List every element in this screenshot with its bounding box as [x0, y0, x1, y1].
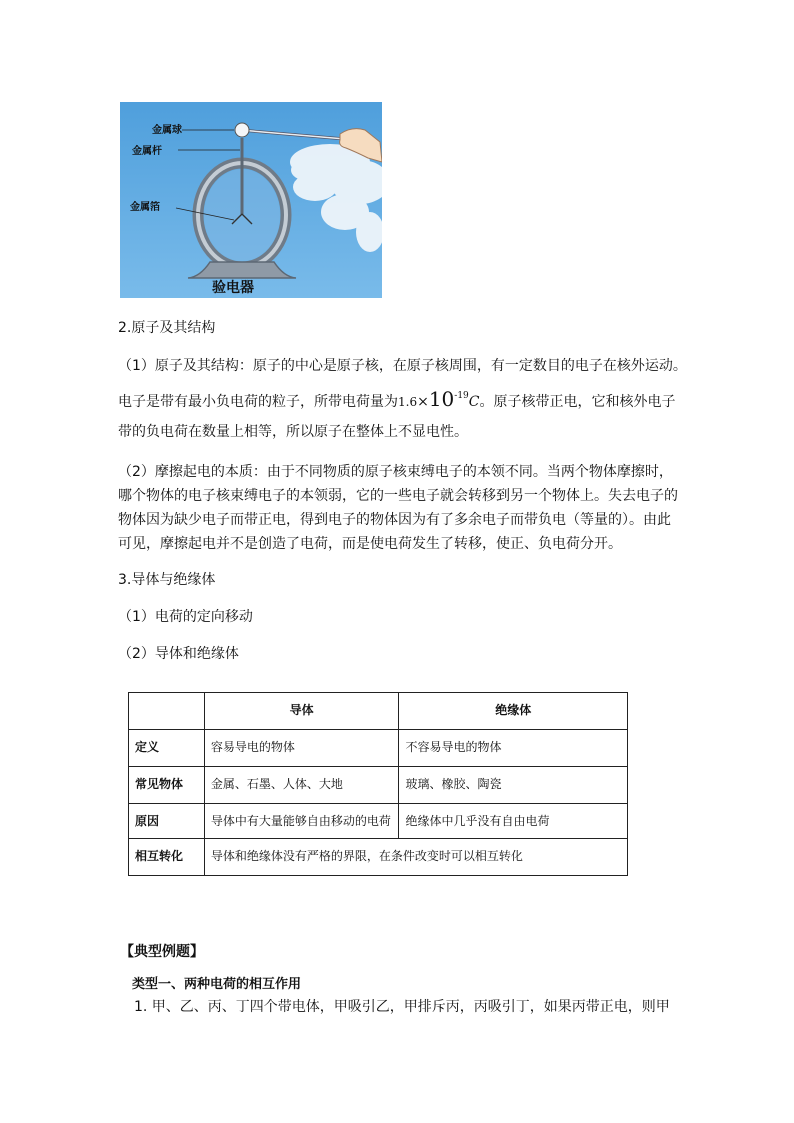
section-heading-atom: 2.原子及其结构 [118, 320, 216, 336]
list-item: （2）导体和绝缘体 [118, 646, 239, 662]
label-rod: 金属杆 [132, 146, 162, 157]
text-line: （1）原子及其结构：原子的中心是原子核，在原子核周围，有一定数目的电子在核外运动。 [118, 358, 687, 374]
formula-base: 10 [428, 387, 455, 411]
text-line: 可见，摩擦起电并不是创造了电荷，而是使电荷发生了转移，使正、负电荷分开。 [118, 536, 622, 552]
table-cell: 绝缘体中几乎没有自由电荷 [399, 804, 628, 839]
table-cell: 不容易导电的物体 [399, 730, 628, 767]
table-row [129, 839, 628, 876]
text-line: （2）摩擦起电的本质：由于不同物质的原子核束缚电子的本领不同。当两个物体摩擦时， [118, 464, 673, 480]
text-line [118, 384, 678, 414]
label-foil: 金属箔 [130, 202, 160, 213]
row-label: 原因 [129, 804, 205, 839]
table-header-cell [129, 693, 205, 730]
charge-formula [398, 387, 480, 411]
text-line: 哪个物体的电子核束缚电子的本领弱，它的一些电子就会转移到另一个物体上。失去电子的 [118, 488, 678, 504]
table-cell: 金属、石墨、人体、大地 [204, 767, 399, 804]
section-heading-conductor: 3.导体与绝缘体 [118, 572, 216, 588]
formula-coef: 1.6 [398, 395, 418, 409]
paragraph-friction-charging [118, 460, 678, 556]
label-ball: 金属球 [152, 125, 182, 136]
paragraph-atom-structure [118, 354, 687, 444]
text-line: 带的负电荷在数量上相等，所以原子在整体上不显电性。 [118, 424, 468, 440]
table-cell: 容易导电的物体 [204, 730, 399, 767]
examples-heading: 【典型例题】 [120, 944, 204, 960]
table-cell: 玻璃、橡胶、陶瓷 [399, 767, 628, 804]
example-type-heading: 类型一、两种电荷的相互作用 [132, 977, 302, 992]
figure-caption: 验电器 [212, 280, 254, 296]
formula-unit: C [468, 394, 480, 410]
table-cell: 导体中有大量能够自由移动的电荷 [204, 804, 399, 839]
text-line: 物体因为缺少电子而带正电，得到电子的物体因为有了多余电子而带负电（等量的）。由此 [118, 512, 671, 528]
table-header-cell: 绝缘体 [399, 693, 628, 730]
row-label: 相互转化 [129, 839, 205, 876]
formula-exponent: -19 [454, 391, 469, 401]
electroscope-figure [120, 102, 382, 298]
table-header-row [129, 693, 628, 730]
comparison-table [128, 692, 628, 876]
question-text: 1. 甲、乙、丙、丁四个带电体，甲吸引乙，甲排斥丙，丙吸引丁，如果丙带正电，则甲 [134, 999, 670, 1015]
table-cell: 导体和绝缘体没有严格的界限，在条件改变时可以相互转化 [204, 839, 627, 876]
metal-ball [235, 123, 249, 137]
table-row [129, 730, 628, 767]
row-label: 常见物体 [129, 767, 205, 804]
text-span: 。原子核带正电，它和核外电子 [479, 394, 676, 410]
table-row [129, 767, 628, 804]
list-item: （1）电荷的定向移动 [118, 609, 253, 625]
table-row [129, 804, 628, 839]
text-span: 电子是带有最小负电荷的粒子，所带电荷量为 [118, 394, 398, 410]
table-header-cell: 导体 [204, 693, 399, 730]
formula-times: × [417, 394, 429, 410]
row-label: 定义 [129, 730, 205, 767]
